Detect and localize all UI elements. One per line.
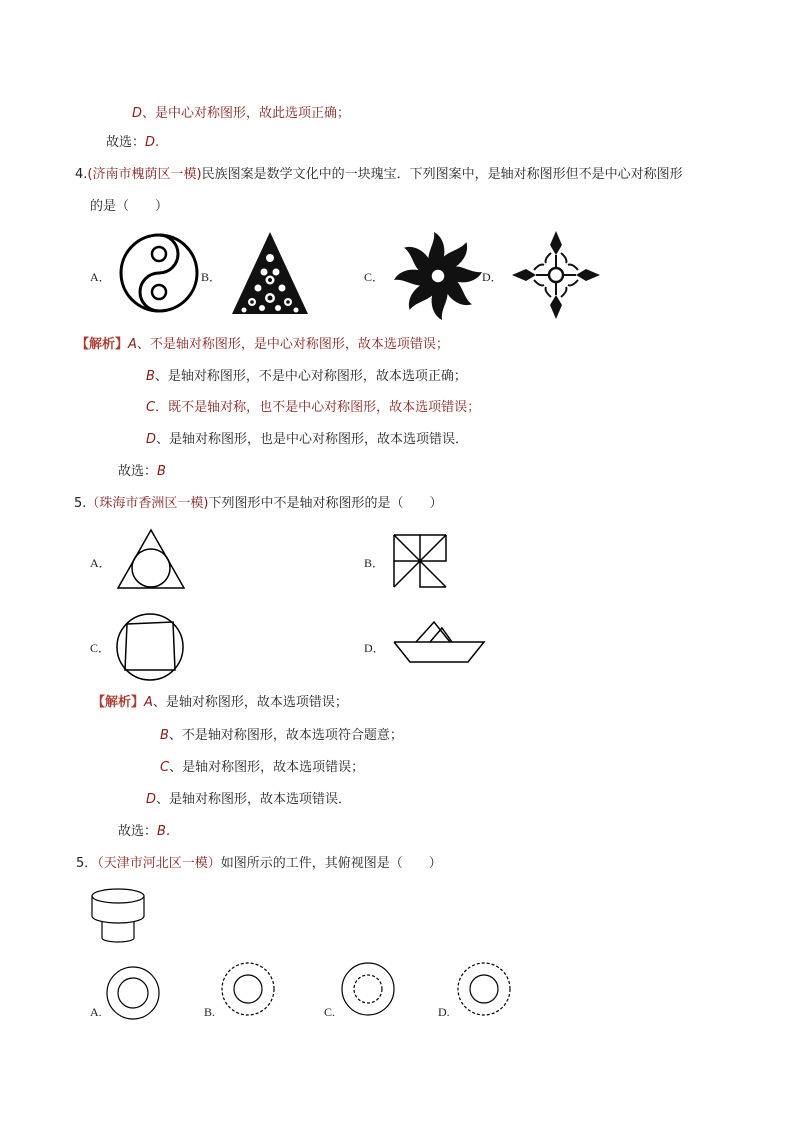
prev-option-d-line [132,105,350,123]
solid-rings-figure [105,965,161,1021]
answer-suffix: . [155,135,160,150]
q4-answer-line [118,463,166,481]
answer-prefix: 故选： [118,464,158,479]
q4-analysis-line-d [146,431,468,449]
option-letter: C [146,400,156,415]
paper-boat-figure [392,620,486,664]
option-letter: D [146,432,157,447]
q4-number: 4. [75,167,88,182]
analysis-text: 、不是轴对称图形，是中心对称图形，故本选项错误； [136,337,449,352]
q5a-stem [74,495,443,513]
q4-option-a-label: A． [90,270,111,284]
option-letter: A [128,337,137,352]
q4-analysis-line-b [146,368,467,386]
q4-stem-line1 [75,166,683,184]
triangle-circle-figure [116,528,186,590]
option-letter: C [160,760,170,775]
dashed-both-rings-figure [456,961,512,1017]
analysis-tag: 【解析】 [76,337,129,352]
q5b-source: （天津市河北区一模） [97,856,221,871]
q5a-option-d-label: D． [364,641,385,655]
answer-letter: B [157,464,166,479]
q4-option-d-label: D． [482,270,503,284]
analysis-text: 、是轴对称图形，故本选项错误； [152,695,348,710]
q5b-option-c-label: C. [324,1005,336,1019]
option-letter: D [132,106,143,121]
q5a-source: （珠海市香洲区一模) [86,496,209,511]
q5a-option-a-label: A． [90,556,111,570]
option-text: 、是中心对称图形，故此选项正确； [142,106,351,121]
workpiece-3d-figure [88,886,148,946]
analysis-text: ．既不是轴对称，也不是中心对称图形，故本选项错误； [155,400,481,415]
analysis-text: 、是轴对称图形，故本选项错误． [156,792,352,807]
analysis-text: 、是轴对称图形，也是中心对称图形，故本选项错误． [156,432,469,447]
analysis-text: 、是轴对称图形，故本选项错误； [169,760,365,775]
cross-ornament-figure [510,229,602,321]
answer-suffix: . [165,824,171,839]
dashed-inner-ring-figure [340,961,396,1017]
prev-answer-line [106,134,159,152]
q4-stem-text: 民族图案是数学文化中的一块瑰宝．下列图案中，是轴对称图形但不是中心对称图形 [201,167,683,182]
q5b-stem-text: 如图所示的工件，其俯视图是（ ） [220,856,442,871]
q5b-number: 5． [76,856,98,871]
q5a-option-b-label: B． [364,556,385,570]
pinwheel-flower-figure [390,228,486,324]
q5a-option-c-label: C． [90,641,111,655]
q4-option-c-label: C． [364,270,385,284]
q5a-analysis-line-c [160,759,364,777]
q5b-option-d-label: D. [438,1005,450,1019]
analysis-text: 、不是轴对称图形，故本选项符合题意； [168,728,403,743]
q4-source: (济南市槐荫区一模) [87,167,202,182]
q5a-analysis-line-d [146,791,351,809]
q4-analysis-line-a [76,336,449,354]
q5a-analysis-line-b [160,727,403,745]
analysis-text: 、是轴对称图形，不是中心对称图形，故本选项正确； [154,369,467,384]
option-letter: A [144,695,153,710]
yin-yang-figure [118,232,200,314]
option-letter: B [160,728,169,743]
q5a-answer-line [118,823,170,841]
option-letter: B [146,369,155,384]
answer-prefix: 故选： [118,824,158,839]
answer-letter: B [157,824,166,839]
q5a-analysis-line-a [92,694,348,712]
circle-square-figure [115,612,185,682]
q5b-option-b-label: B. [204,1005,216,1019]
q5a-stem-text: 下列图形中不是轴对称图形的是（ ） [208,496,443,511]
answer-prefix: 故选： [106,135,146,150]
dashed-outer-ring-figure [220,961,276,1017]
pinwheel-polygon-figure [392,533,448,589]
q4-analysis-line-c [146,399,480,417]
triangle-pattern-figure [230,230,310,316]
q5b-option-a-label: A. [90,1005,102,1019]
q4-option-b-label: B． [201,270,222,284]
answer-letter: D [145,135,156,150]
q5b-stem [76,855,442,873]
q4-stem-line2: 的是（ ） [90,199,169,214]
analysis-tag: 【解析】 [92,695,145,710]
q5a-number: 5. [74,496,87,511]
option-letter: D [146,792,157,807]
